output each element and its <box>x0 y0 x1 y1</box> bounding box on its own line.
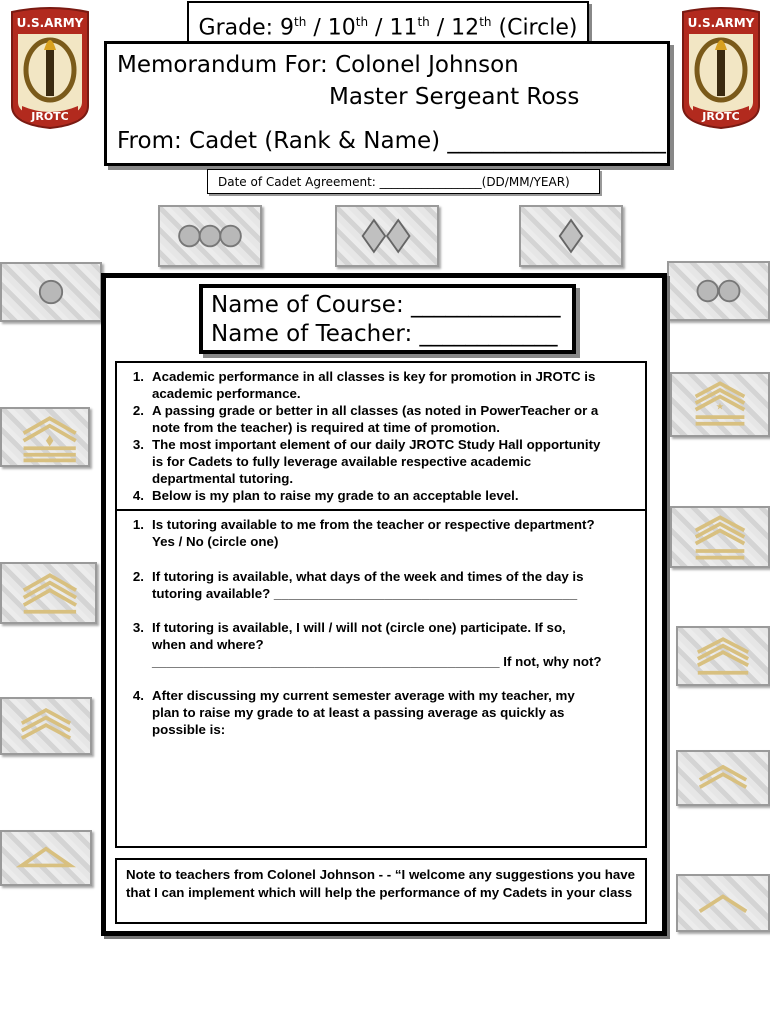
statement-text-cont: academic performance. <box>152 386 301 401</box>
chevron-insignia-left-4 <box>0 830 92 886</box>
grade-10-suffix: th <box>355 15 369 29</box>
statement-number: 4. <box>132 488 144 503</box>
statement-text-cont: note from the teacher) is required at time of promotion. <box>152 420 500 435</box>
grade-9-suffix: th <box>294 15 307 29</box>
jrotc-logo-right <box>679 6 763 130</box>
statement-number: 2. <box>132 403 144 418</box>
section-divider <box>115 509 647 511</box>
chevron-insignia-right-1 <box>670 372 770 437</box>
statement-text: Academic performance in all classes is key for promotion in JROTC is <box>152 369 596 384</box>
statement-number: 3. <box>132 437 144 452</box>
rank-insignia-one-pip <box>0 262 102 322</box>
memorandum-box <box>104 41 670 166</box>
chevron-insignia-right-3 <box>676 626 770 686</box>
rank-insignia-two-diamonds <box>335 205 439 267</box>
grade-12-suffix: th <box>479 15 492 29</box>
tutoring-days-field[interactable]: tutoring available? _________________________________________ <box>152 586 578 601</box>
rank-insignia-three-pips <box>158 205 262 267</box>
rank-insignia-two-pips <box>667 261 770 321</box>
question-text: After discussing my current semester average with my teacher, my <box>152 688 575 703</box>
course-name-field[interactable]: Name of Course: _____________ <box>211 292 561 318</box>
svg-text:JROTC: JROTC <box>31 110 69 123</box>
question-number: 1. <box>132 517 144 532</box>
course-teacher-box <box>199 284 576 354</box>
chevron-insignia-right-2 <box>670 506 770 568</box>
grade-sep-11: / 11 <box>368 15 418 41</box>
question-text: If tutoring is available, I will / will not (circle one) participate. If so, <box>152 620 566 635</box>
plan-answer-area[interactable] <box>150 745 630 840</box>
statement-text-cont: is for Cadets to fully leverage available respective academic <box>152 454 532 469</box>
question-text-cont: plan to raise my grade to at least a passing average as quickly as <box>152 705 565 720</box>
grade-sep-12: / 12 <box>429 15 480 41</box>
question-text: Is tutoring available to me from the teacher or respective department? <box>152 517 595 532</box>
statement-number: 1. <box>132 369 144 384</box>
statement-text: A passing grade or better in all classes (as noted in PowerTeacher or a <box>152 403 599 418</box>
chevron-insignia-right-5 <box>676 874 770 932</box>
svg-text:U.S.ARMY: U.S.ARMY <box>687 16 755 30</box>
question-text-cont-2: possible is: <box>152 722 226 737</box>
jrotc-logo-left <box>8 6 92 130</box>
grade-suffix: (Circle) <box>491 15 578 41</box>
question-text: If tutoring is available, what days of the week and times of the day is <box>152 569 584 584</box>
date-agreement-field[interactable]: Date of Cadet Agreement: _________________(DD/MM/YEAR) <box>207 169 600 194</box>
question-text-cont: when and where? <box>152 637 264 652</box>
teacher-name-field[interactable]: Name of Teacher: ____________ <box>211 321 558 347</box>
svg-text:JROTC: JROTC <box>702 110 740 123</box>
when-where-field[interactable]: _______________________________________________ If not, why not? <box>152 654 602 669</box>
grade-selection-box <box>187 1 589 43</box>
yes-no-choice[interactable]: Yes / No (circle one) <box>152 534 279 549</box>
chevron-insignia-right-4 <box>676 750 770 806</box>
statement-text: Below is my plan to raise my grade to an acceptable level. <box>152 488 519 503</box>
teacher-note: Note to teachers from Colonel Johnson - - “I welcome any suggestions you have that I can implement which will help the performance of my Cadets in your class <box>115 858 647 924</box>
grade-sep-10: / 10 <box>306 15 356 41</box>
question-number: 3. <box>132 620 144 635</box>
grade-11-suffix: th <box>417 15 430 29</box>
question-number: 4. <box>132 688 144 703</box>
svg-text:★: ★ <box>715 401 725 413</box>
question-number: 2. <box>132 569 144 584</box>
memo-for-line-2: Master Sergeant Ross <box>329 84 580 110</box>
grade-prefix: Grade: 9 <box>198 15 295 41</box>
chevron-insignia-left-1 <box>0 407 90 467</box>
statement-text: The most important element of our daily JROTC Study Hall opportunity <box>152 437 601 452</box>
chevron-insignia-left-3 <box>0 697 92 755</box>
statement-text-cont-2: departmental tutoring. <box>152 471 294 486</box>
svg-text:U.S.ARMY: U.S.ARMY <box>16 16 84 30</box>
chevron-insignia-left-2 <box>0 562 97 624</box>
memo-for-line: Memorandum For: Colonel Johnson <box>117 52 519 78</box>
rank-insignia-one-diamond <box>519 205 623 267</box>
memo-from-line[interactable]: From: Cadet (Rank & Name) ___________________ <box>117 128 666 154</box>
